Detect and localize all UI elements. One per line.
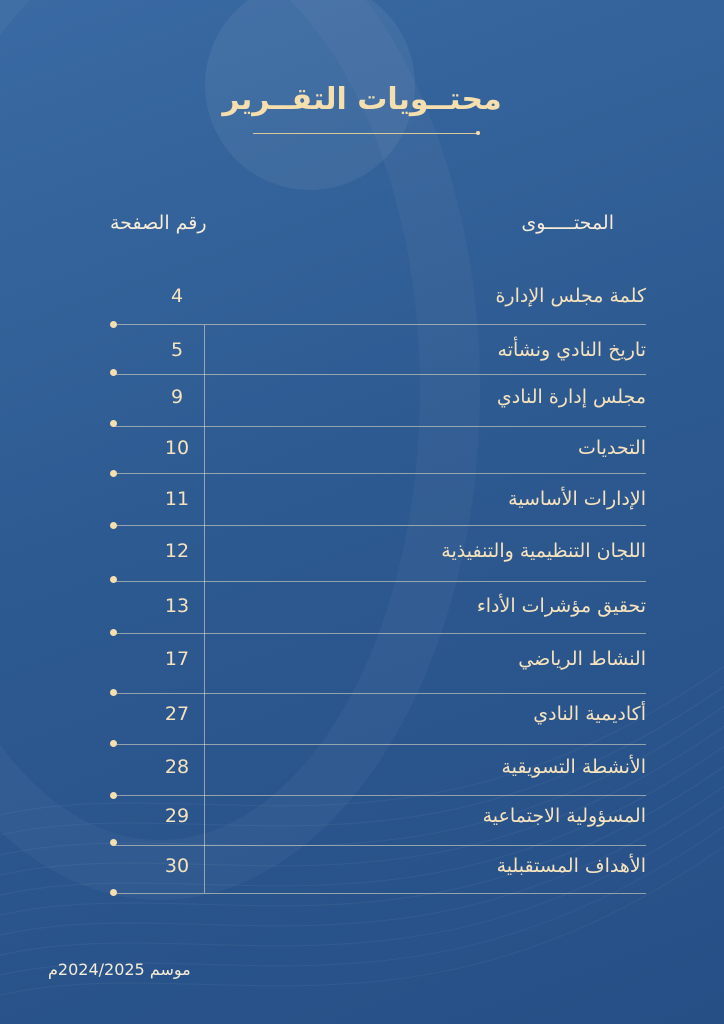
toc-item-page: 12 (164, 540, 190, 562)
row-divider (114, 633, 646, 634)
title-underline (253, 133, 479, 134)
toc-item-title: الإدارات الأساسية (508, 488, 646, 510)
row-divider (114, 845, 646, 846)
row-dot (110, 420, 117, 427)
column-divider (204, 325, 205, 893)
row-dot (110, 629, 117, 636)
row-dot (110, 369, 117, 376)
row-divider (114, 324, 646, 325)
toc-item-title: النشاط الرياضي (518, 648, 646, 670)
row-dot (110, 839, 117, 846)
row-dot (110, 740, 117, 747)
toc-item-title: اللجان التنظيمية والتنفيذية (441, 540, 646, 562)
row-dot (110, 470, 117, 477)
row-divider (114, 893, 646, 894)
toc-item-title: مجلس إدارة النادي (496, 386, 646, 408)
toc-item-page: 9 (170, 386, 184, 408)
toc-item-title: كلمة مجلس الإدارة (495, 285, 646, 307)
row-divider (114, 374, 646, 375)
column-header-page: رقم الصفحة (110, 212, 207, 234)
column-header-content: المحتـــــوى (521, 212, 614, 234)
toc-item-page: 5 (170, 339, 184, 361)
row-divider (114, 693, 646, 694)
toc-item-title: الأهداف المستقبلية (496, 855, 646, 877)
row-divider (114, 473, 646, 474)
toc-item-page: 27 (164, 703, 190, 725)
row-dot (110, 689, 117, 696)
row-dot (110, 792, 117, 799)
title-underline-dot (476, 131, 480, 135)
toc-item-title: الأنشطة التسويقية (501, 756, 646, 778)
toc-item-page: 29 (164, 805, 190, 827)
toc-item-page: 4 (170, 285, 184, 307)
toc-item-title: التحديات (577, 437, 646, 459)
toc-item-page: 28 (164, 756, 190, 778)
toc-item-page: 17 (164, 648, 190, 670)
toc-item-page: 13 (164, 595, 190, 617)
row-dot (110, 321, 117, 328)
page-title: محتــويات التقــرير (222, 82, 502, 117)
toc-item-title: المسؤولية الاجتماعية (482, 805, 646, 827)
toc-item-title: تحقيق مؤشرات الأداء (476, 595, 646, 617)
row-divider (114, 795, 646, 796)
row-divider (114, 581, 646, 582)
row-divider (114, 525, 646, 526)
row-dot (110, 576, 117, 583)
toc-item-page: 11 (164, 488, 190, 510)
toc-item-page: 30 (164, 855, 190, 877)
row-dot (110, 522, 117, 529)
toc-item-title: أكاديمية النادي (533, 703, 646, 725)
toc-item-page: 10 (164, 437, 190, 459)
row-dot (110, 889, 117, 896)
row-divider (114, 744, 646, 745)
season-footer: موسم 2024/2025م (48, 960, 191, 979)
row-divider (114, 426, 646, 427)
toc-item-title: تاريخ النادي ونشأته (497, 339, 646, 361)
